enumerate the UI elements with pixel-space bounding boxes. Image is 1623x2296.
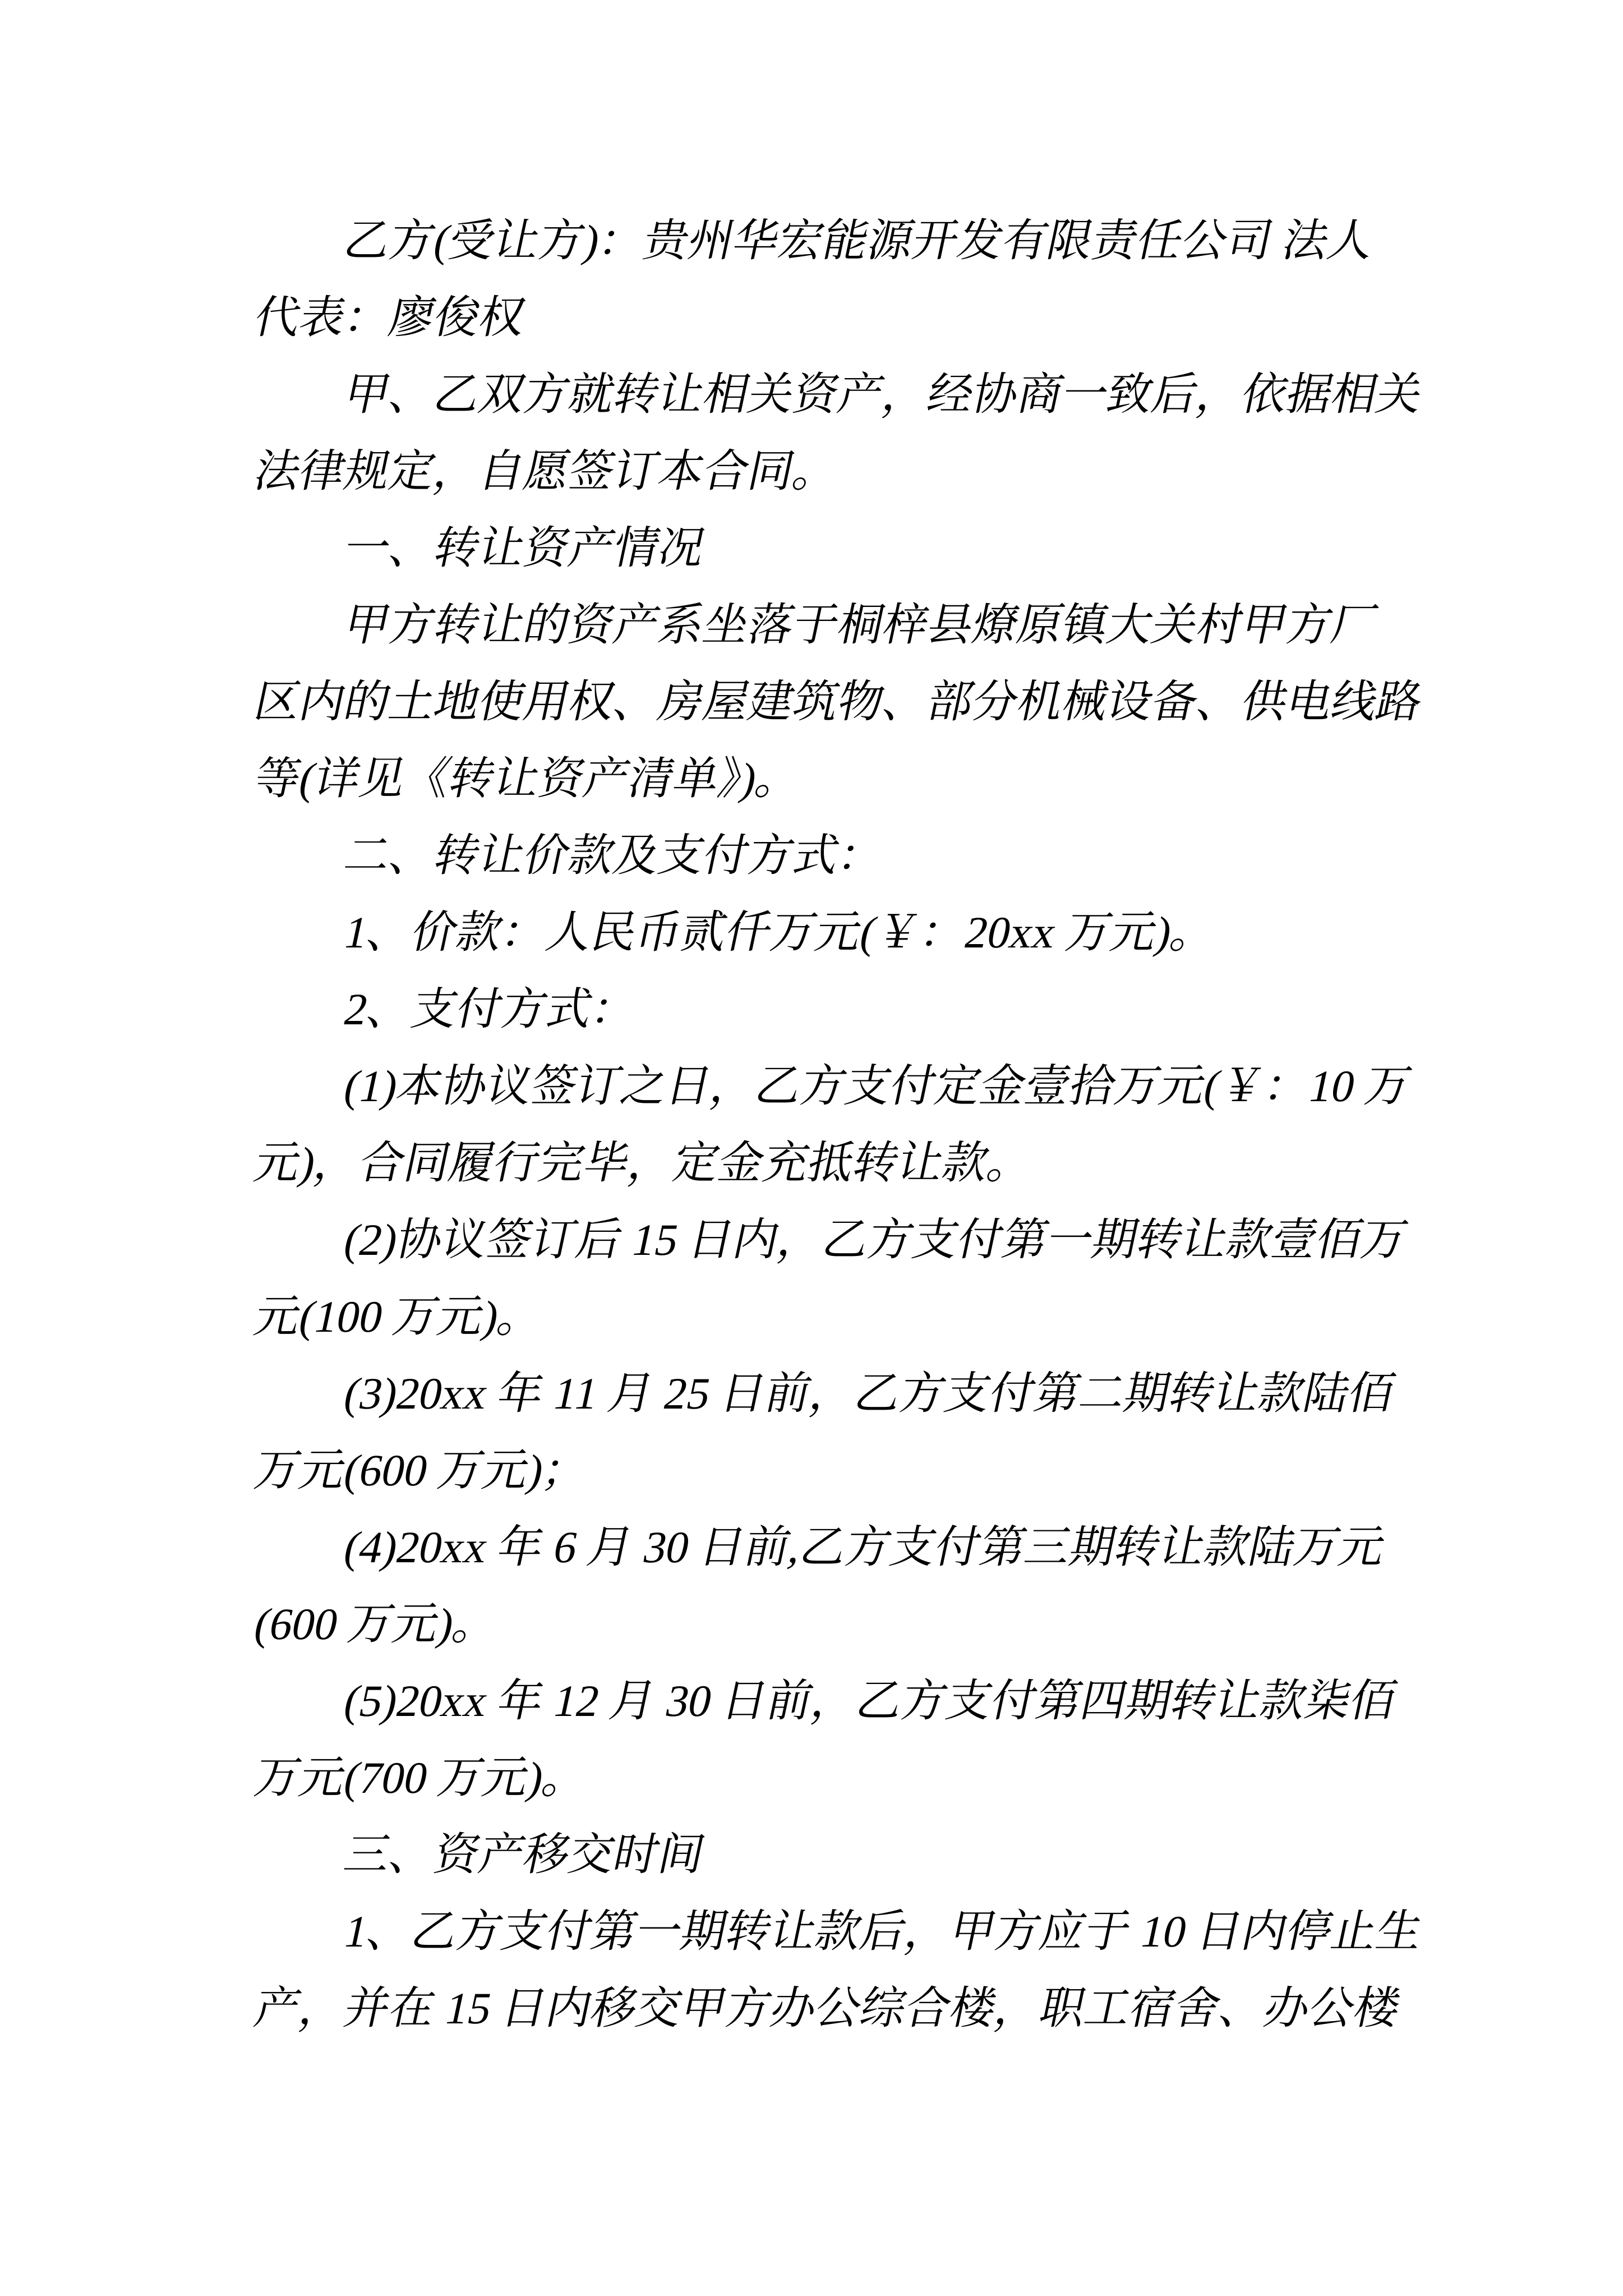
text-line: 甲方转让的资产系坐落于桐梓县燎原镇大关村甲方厂 [339,601,1382,650]
text-line: (600 万元)。 [250,1600,504,1649]
text-line: 元)，合同履行完毕，定金充抵转让款。 [250,1139,1039,1188]
text-line: 三、资产移交时间 [339,1830,709,1880]
contract-text-block [250,203,1427,2047]
text-line: 代表：廖俊权 [250,293,530,343]
text-line: (4)20xx 年 6 月 30 日前,乙方支付第三期转让款陆万元 [339,1523,1390,1572]
text-line: 产，并在 15 日内移交甲方办公综合楼，职工宿舍、办公楼 [250,1984,1405,2033]
text-line: 甲、乙双方就转让相关资产，经协商一致后，依据相关 [339,370,1427,420]
text-line: 1、乙方支付第一期转让款后，甲方应于 10 日内停止生 [339,1907,1427,1957]
text-line: 1、价款：人民币贰仟万元(￥：20xx 万元)。 [339,908,1221,958]
text-line: 区内的土地使用权、房屋建筑物、部分机械设备、供电线路 [250,678,1427,727]
text-line: 一、转让资产情况 [339,524,709,573]
text-line: 2、支付方式： [339,985,642,1034]
text-line: (1)本协议签订之日，乙方支付定金壹拾万元(￥：10 万 [339,1062,1416,1111]
text-line: 万元(700 万元)。 [250,1754,593,1803]
text-line: 等(详见《转让资产清单》)。 [250,754,806,804]
text-line: 元(100 万元)。 [250,1292,548,1342]
text-line: (3)20xx 年 11 月 25 日前，乙方支付第二期转让款陆佰 [339,1369,1399,1419]
text-line: 二、转让价款及支付方式： [339,831,889,881]
text-line: 乙方(受让方)：贵州华宏能源开发有限责任公司 法人 [339,217,1378,266]
text-line: 法律规定，自愿签订本合同。 [250,447,844,496]
text-line: 万元(600 万元)； [250,1446,593,1496]
text-line: (5)20xx 年 12 月 30 日前，乙方支付第四期转让款柒佰 [339,1677,1401,1726]
text-line: (2)协议签订后 15 日内，乙方支付第一期转让款壹佰万 [339,1216,1412,1265]
